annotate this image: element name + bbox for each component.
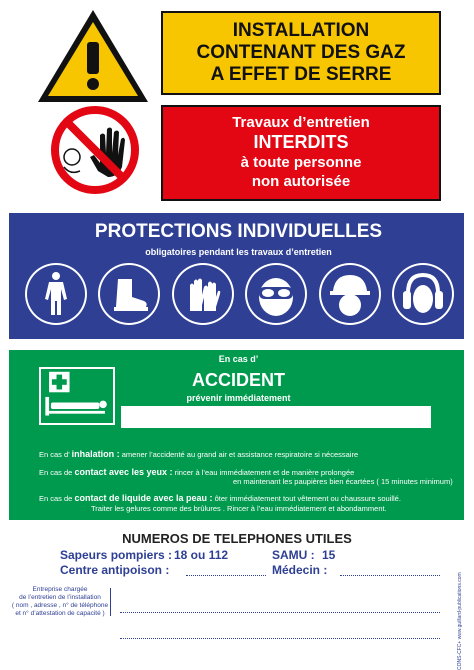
- warning-triangle-icon: [34, 6, 152, 106]
- gloves-icon: [172, 263, 234, 325]
- accident-panel: [7, 348, 466, 522]
- samu-label: SAMU :: [272, 548, 315, 562]
- ear-protection-icon: [392, 263, 454, 325]
- peau-prefix: En cas de: [39, 494, 73, 503]
- publisher-credit: CONS-CFC+ www.guillard-publications.com: [457, 572, 463, 670]
- entreprise-line-4: et n° d’attestation de capacité ): [15, 610, 105, 617]
- antipoison-field: [186, 575, 266, 576]
- entreprise-bracket: [110, 588, 111, 616]
- protections-title: PROTECTIONS INDIVIDUELLES: [94, 221, 383, 242]
- no-entry-hand-icon: [50, 105, 140, 195]
- protections-subtitle: obligatoires pendant les travaux d’entretien: [145, 247, 332, 257]
- coverall-icon: [25, 263, 87, 325]
- restriction-line-2: INTERDITS: [253, 132, 349, 152]
- peau-text-2: Traiter les gelures comme des brûlures . Rincer à l’eau immédiatement et abondamment.: [91, 504, 387, 513]
- yeux-text-1: rincer à l’eau immédiatement et de manière prolongée: [174, 468, 355, 477]
- hard-hat-icon: [319, 263, 381, 325]
- inhalation-instruction: [39, 449, 358, 460]
- pompiers-value: 18 ou 112: [174, 548, 229, 562]
- title-line-1: INSTALLATION: [232, 20, 370, 41]
- entreprise-field-line-1: [120, 612, 440, 613]
- entreprise-field-line-2: [120, 638, 440, 639]
- restriction-line-1: Travaux d’entretien: [232, 114, 370, 131]
- inhalation-prefix: En cas d’: [39, 450, 70, 459]
- samu-value: 15: [322, 548, 336, 562]
- accident-title: ACCIDENT: [192, 370, 285, 390]
- entreprise-note: [10, 586, 110, 618]
- restriction-line-4: non autorisée: [251, 173, 351, 190]
- restriction-notice: [161, 105, 441, 201]
- numeros-title: NUMEROS DE TELEPHONES UTILES: [122, 531, 352, 546]
- peau-key: contact de liquide avec la peau :: [74, 493, 213, 503]
- contact-write-in-field: [121, 406, 431, 428]
- antipoison-label: Centre antipoison :: [60, 563, 170, 577]
- skin-contact-instruction: [39, 493, 401, 504]
- entreprise-line-3: ( nom , adresse , n° de téléphone: [11, 602, 109, 609]
- yeux-prefix: En cas de: [39, 468, 73, 477]
- medecin-field: [340, 575, 440, 576]
- pompiers-label: Sapeurs pompiers :: [60, 548, 173, 562]
- inhalation-key: inhalation :: [71, 449, 120, 459]
- yeux-key: contact avec les yeux :: [74, 467, 173, 477]
- en-cas-label: En cas d’: [218, 354, 259, 364]
- medecin-label: Médecin :: [272, 563, 328, 577]
- prevenir-label: prévenir immédiatement: [186, 393, 291, 403]
- goggles-icon: [245, 263, 307, 325]
- protections-panel: [7, 211, 466, 341]
- yeux-text-2: en maintenant les paupières bien écartées ( 15 minutes minimum): [233, 477, 453, 486]
- title-line-3: A EFFET DE SERRE: [210, 64, 392, 85]
- safety-boot-icon: [98, 263, 160, 325]
- entreprise-line-2: de l’entretien de l’installation: [19, 594, 101, 601]
- restriction-line-3: à toute personne: [240, 154, 362, 171]
- title-line-2: CONTENANT DES GAZ: [196, 42, 406, 63]
- entreprise-line-1: Entreprise chargée: [32, 586, 88, 593]
- peau-text-1: ôter immédiatement tout vêtement ou chaussure souillé.: [214, 494, 401, 503]
- inhalation-text: amener l’accidenté au grand air et assistance respiratoire si nécessaire: [121, 450, 359, 459]
- installation-title: [161, 11, 441, 95]
